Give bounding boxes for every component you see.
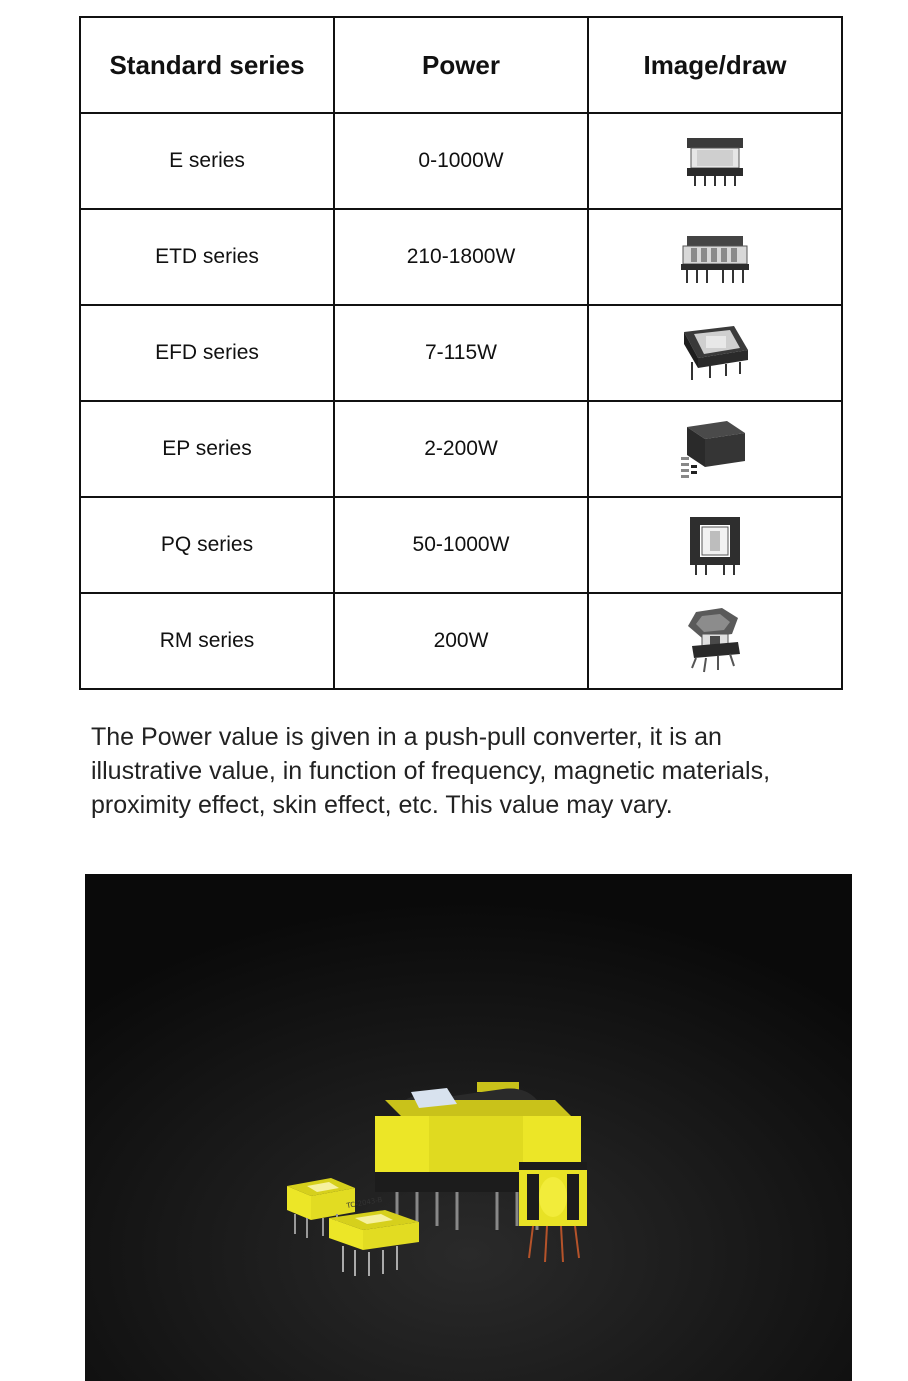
power-cell: 200W: [334, 593, 588, 689]
header-image-draw: Image/draw: [588, 17, 842, 113]
header-standard-series: Standard series: [80, 17, 334, 113]
series-cell: EP series: [80, 401, 334, 497]
series-table: [79, 16, 843, 690]
series-cell: E series: [80, 113, 334, 209]
table-header-row: [80, 17, 842, 113]
table-row: [80, 497, 842, 593]
header-power: Power: [334, 17, 588, 113]
small-transformer-label: TC-2043-B: [345, 1195, 383, 1210]
image-cell: [588, 401, 842, 497]
table-row: [80, 209, 842, 305]
etd-core-transformer-icon: [677, 228, 753, 286]
pq-core-transformer-icon: [684, 513, 746, 577]
image-cell: [588, 593, 842, 689]
table-row: [80, 113, 842, 209]
series-cell: EFD series: [80, 305, 334, 401]
image-cell: [588, 305, 842, 401]
table-row: [80, 305, 842, 401]
image-cell: [588, 209, 842, 305]
efd-core-transformer-icon: [678, 322, 752, 384]
product-photo: [85, 874, 852, 1381]
power-cell: 7-115W: [334, 305, 588, 401]
e-core-transformer-icon: [683, 132, 747, 190]
power-note: The Power value is given in a push-pull converter, it is an illustrative value, in function of frequency, magnetic materials, proximity effect, skin effect, etc. This value may vary.: [91, 723, 771, 819]
power-cell: 0-1000W: [334, 113, 588, 209]
power-cell: 50-1000W: [334, 497, 588, 593]
series-cell: ETD series: [80, 209, 334, 305]
table-row: [80, 593, 842, 689]
rm-core-transformer-icon: [682, 606, 748, 676]
table-row: [80, 401, 842, 497]
ep-core-transformer-icon: [679, 417, 751, 481]
series-cell: RM series: [80, 593, 334, 689]
series-cell: PQ series: [80, 497, 334, 593]
transformers-photo-illustration: [85, 874, 852, 1381]
image-cell: [588, 113, 842, 209]
power-cell: 210-1800W: [334, 209, 588, 305]
image-cell: [588, 497, 842, 593]
power-cell: 2-200W: [334, 401, 588, 497]
